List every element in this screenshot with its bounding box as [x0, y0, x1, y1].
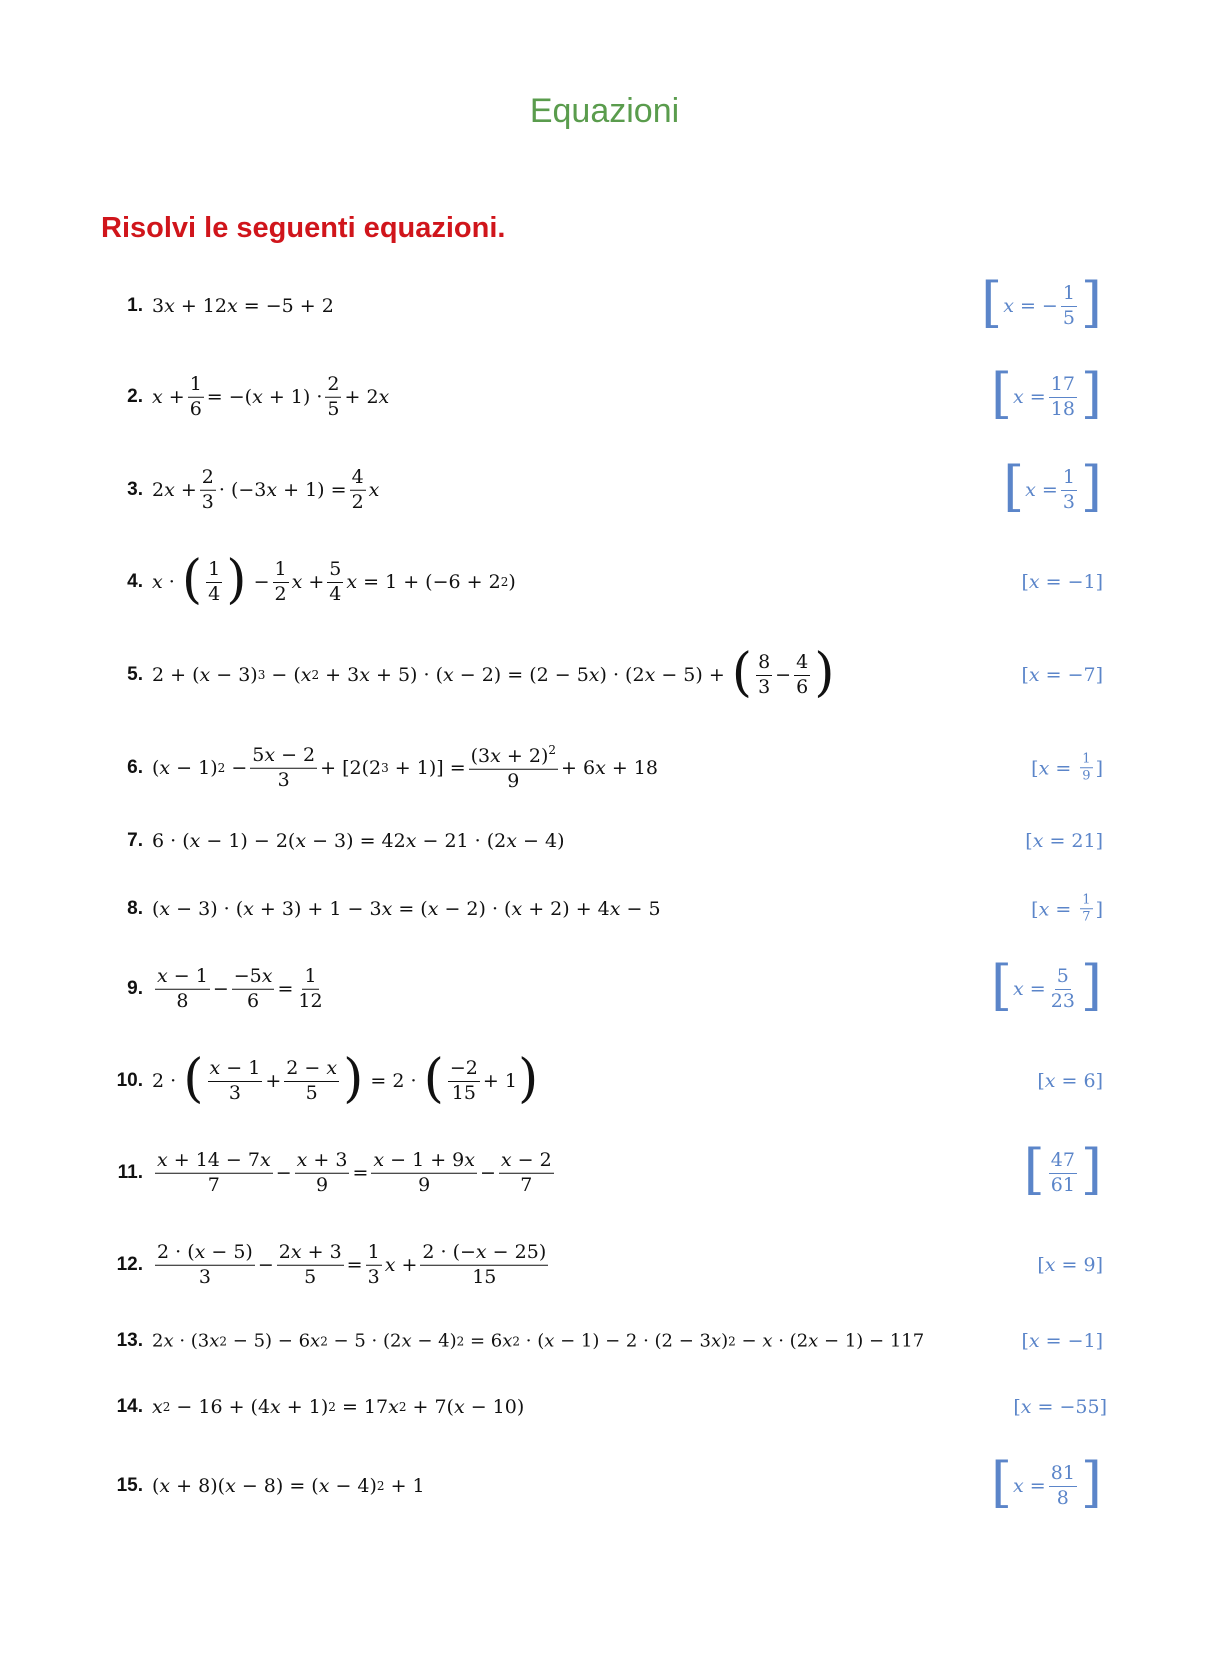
instructions-heading: Risolvi le seguenti equazioni. [101, 212, 506, 244]
exercise-equation: 2 x + 2 3 · (−3 x + 1) = 4 2 x [152, 465, 380, 513]
exercise-number: 9. [127, 978, 143, 999]
exercise-number: 8. [127, 898, 143, 919]
exercise-number: 12. [116, 1254, 143, 1275]
exercise-solution: [ x = −1] [1021, 571, 1103, 593]
exercise-equation: 3 x + 12 x = −5 + 2 [152, 295, 334, 317]
exercise-equation: x + 1 6 = −( x + 1) · 2 5 + 2 x [152, 372, 390, 420]
exercise-equation: 6 · ( x − 1) − 2( x − 3) = 42 x − 21 · (2 x − 4) [152, 830, 565, 852]
exercise-solution: [ x = 9] [1037, 1254, 1103, 1276]
exercise-number: 2. [127, 386, 143, 407]
exercise-solution: [ x = 1 7 ] [1031, 892, 1103, 925]
exercise-solution: [ x = 1 3 ] [1003, 455, 1102, 518]
exercise-solution: [ x = −55] [1013, 1396, 1107, 1418]
exercise-number: 13. [116, 1330, 143, 1351]
exercise-equation: x − 1 8 − −5x 6 = 1 12 [157, 964, 323, 1012]
exercise-solution: [ x = 21] [1025, 830, 1103, 852]
exercise-solution: [ x = 6] [1037, 1070, 1103, 1092]
exercise-equation: x 2 − 16 + (4 x + 1) 2 = 17 x 2 + 7( x − 10) [152, 1396, 525, 1418]
exercise-solution: [ x = −7] [1021, 664, 1103, 686]
exercise-number: 3. [127, 479, 143, 500]
exercise-equation: 2 · (x − 5) 3 − 2x + 3 5 = 1 3 x + 2 · (−x − 25) 15 [157, 1240, 547, 1288]
exercise-equation: 2 + ( x − 3) 3 − ( x 2 + 3 x + 5) · ( x − 2) = (2 − 5 x ) · (2 x − 5) + ( 8 3 − 4 6 ) [152, 643, 835, 703]
exercise-number: 1. [127, 295, 143, 316]
exercise-number: 4. [127, 571, 143, 592]
exercise-equation: 2 · ( x − 1 3 + 2 − x 5 ) = 2 · ( −2 15 + 1 ) [152, 1049, 539, 1109]
exercise-equation: x · ( 1 4 ) − 1 2 x + 5 4 x = 1 + (−6 + 2 2 ) [152, 550, 516, 610]
exercise-solution: [ 47 61 ] [1023, 1138, 1102, 1201]
exercise-solution: [ x = −1] [1021, 1330, 1103, 1352]
exercise-number: 14. [116, 1396, 143, 1417]
exercise-solution: [ x = 1 9 ] [1031, 751, 1103, 784]
exercise-equation: ( x − 1) 2 − 5x − 2 3 + [2(2 3 + 1)] = $(3x + 2)^2$ 9 + 6 x + 18 [152, 742, 658, 792]
exercise-equation: ( x + 8)( x − 8) = ( x − 4) 2 + 1 [152, 1475, 425, 1497]
exercise-number: 10. [116, 1070, 143, 1091]
exercise-number: 7. [127, 830, 143, 851]
exercise-solution: [ x = 17 18 ] [990, 362, 1102, 425]
exercise-number: 6. [127, 757, 143, 778]
page-title: Equazioni [529, 92, 680, 130]
exercise-equation: ( x − 3) · ( x + 3) + 1 − 3 x = ( x − 2) · ( x + 2) + 4 x − 5 [152, 898, 661, 920]
exercise-solution: [ x = − 1 5 ] [981, 271, 1102, 334]
exercise-number: 11. [117, 1162, 143, 1183]
exercise-solution: [ x = 81 8 ] [990, 1451, 1102, 1514]
exercise-number: 15. [116, 1475, 143, 1496]
exercise-equation: 2 x · (3 x 2 − 5) − 6 x 2 − 5 · (2 x − 4) 2 = 6 x 2 · ( x − 1) − 2 · (2 − 3 x ) 2 − x · (2 x − 1) − 117 [152, 1330, 925, 1352]
exercise-solution: [ x = 5 23 ] [990, 954, 1102, 1017]
exercise-number: 5. [127, 664, 143, 685]
exercise-equation: x + 14 − 7x 7 − x + 3 9 = x − 1 + 9x 9 − x − 2 7 [157, 1148, 552, 1196]
